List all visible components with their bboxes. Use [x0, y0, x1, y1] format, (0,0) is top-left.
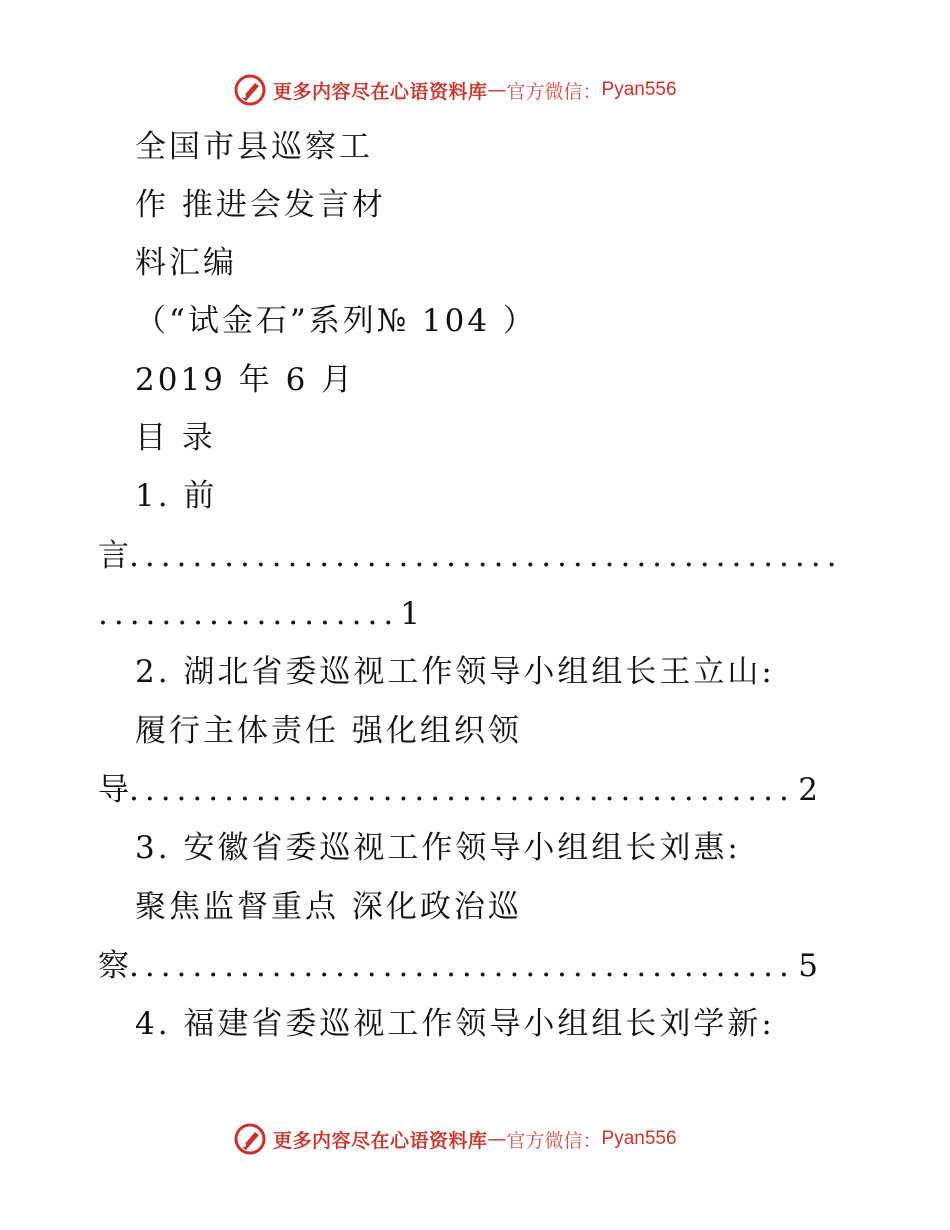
pen-logo-icon	[233, 1122, 267, 1156]
title-line-1: 全国市县巡察工	[135, 129, 373, 165]
banner-wechat-id: Pyan556	[601, 1128, 677, 1149]
toc-entry-3-page: 5	[798, 948, 818, 984]
toc-entry-2-leader	[98, 770, 818, 810]
toc-entry-3-leader	[98, 946, 818, 986]
banner-wechat-id: Pyan556	[601, 79, 677, 100]
title-line-3: 料汇编	[135, 245, 237, 281]
banner-sub-text: 官方微信：	[506, 1129, 602, 1152]
toc-entry-1-leader	[98, 536, 840, 576]
title-line-2: 作 推进会发言材	[135, 187, 386, 223]
header-banner	[233, 70, 677, 110]
banner-main-text: 更多内容尽在心语资料库	[273, 80, 488, 103]
toc-entry-2-page: 2	[798, 772, 818, 808]
toc-entry-1-number: 1. 前	[135, 478, 218, 514]
banner-dash: —	[487, 79, 507, 101]
banner-main-text: 更多内容尽在心语资料库	[273, 1129, 488, 1152]
toc-entry-1-page-row	[98, 594, 420, 634]
toc-entry-2-title: 2. 湖北省委巡视工作领导小组组长王立山:	[135, 654, 775, 690]
date-line: 2019 年 6 月	[135, 362, 356, 398]
banner-sub-text: 官方微信：	[506, 80, 602, 103]
toc-dot-leader	[129, 946, 796, 986]
pen-logo-icon	[233, 73, 267, 107]
toc-dot-leader	[129, 536, 840, 576]
toc-entry-1-page: 1	[400, 596, 420, 632]
toc-entry-2-subtitle: 履行主体责任 强化组织领	[135, 713, 522, 749]
toc-entry-1-tail: 言	[98, 538, 129, 574]
series-line: （“试金石”系列№ 104 ）	[135, 303, 537, 339]
banner-dash: —	[487, 1128, 507, 1150]
footer-banner	[233, 1119, 677, 1159]
toc-entry-3-subtitle: 聚焦监督重点 深化政治巡	[135, 889, 522, 925]
toc-entry-3-title: 3. 安徽省委巡视工作领导小组组长刘惠:	[135, 830, 741, 866]
toc-entry-4-title: 4. 福建省委巡视工作领导小组组长刘学新:	[135, 1006, 775, 1042]
toc-entry-2-tail: 导	[98, 772, 129, 808]
toc-dot-leader	[129, 770, 796, 810]
toc-heading: 目 录	[135, 420, 216, 456]
toc-dot-leader	[98, 594, 398, 634]
toc-entry-3-tail: 察	[98, 948, 129, 984]
